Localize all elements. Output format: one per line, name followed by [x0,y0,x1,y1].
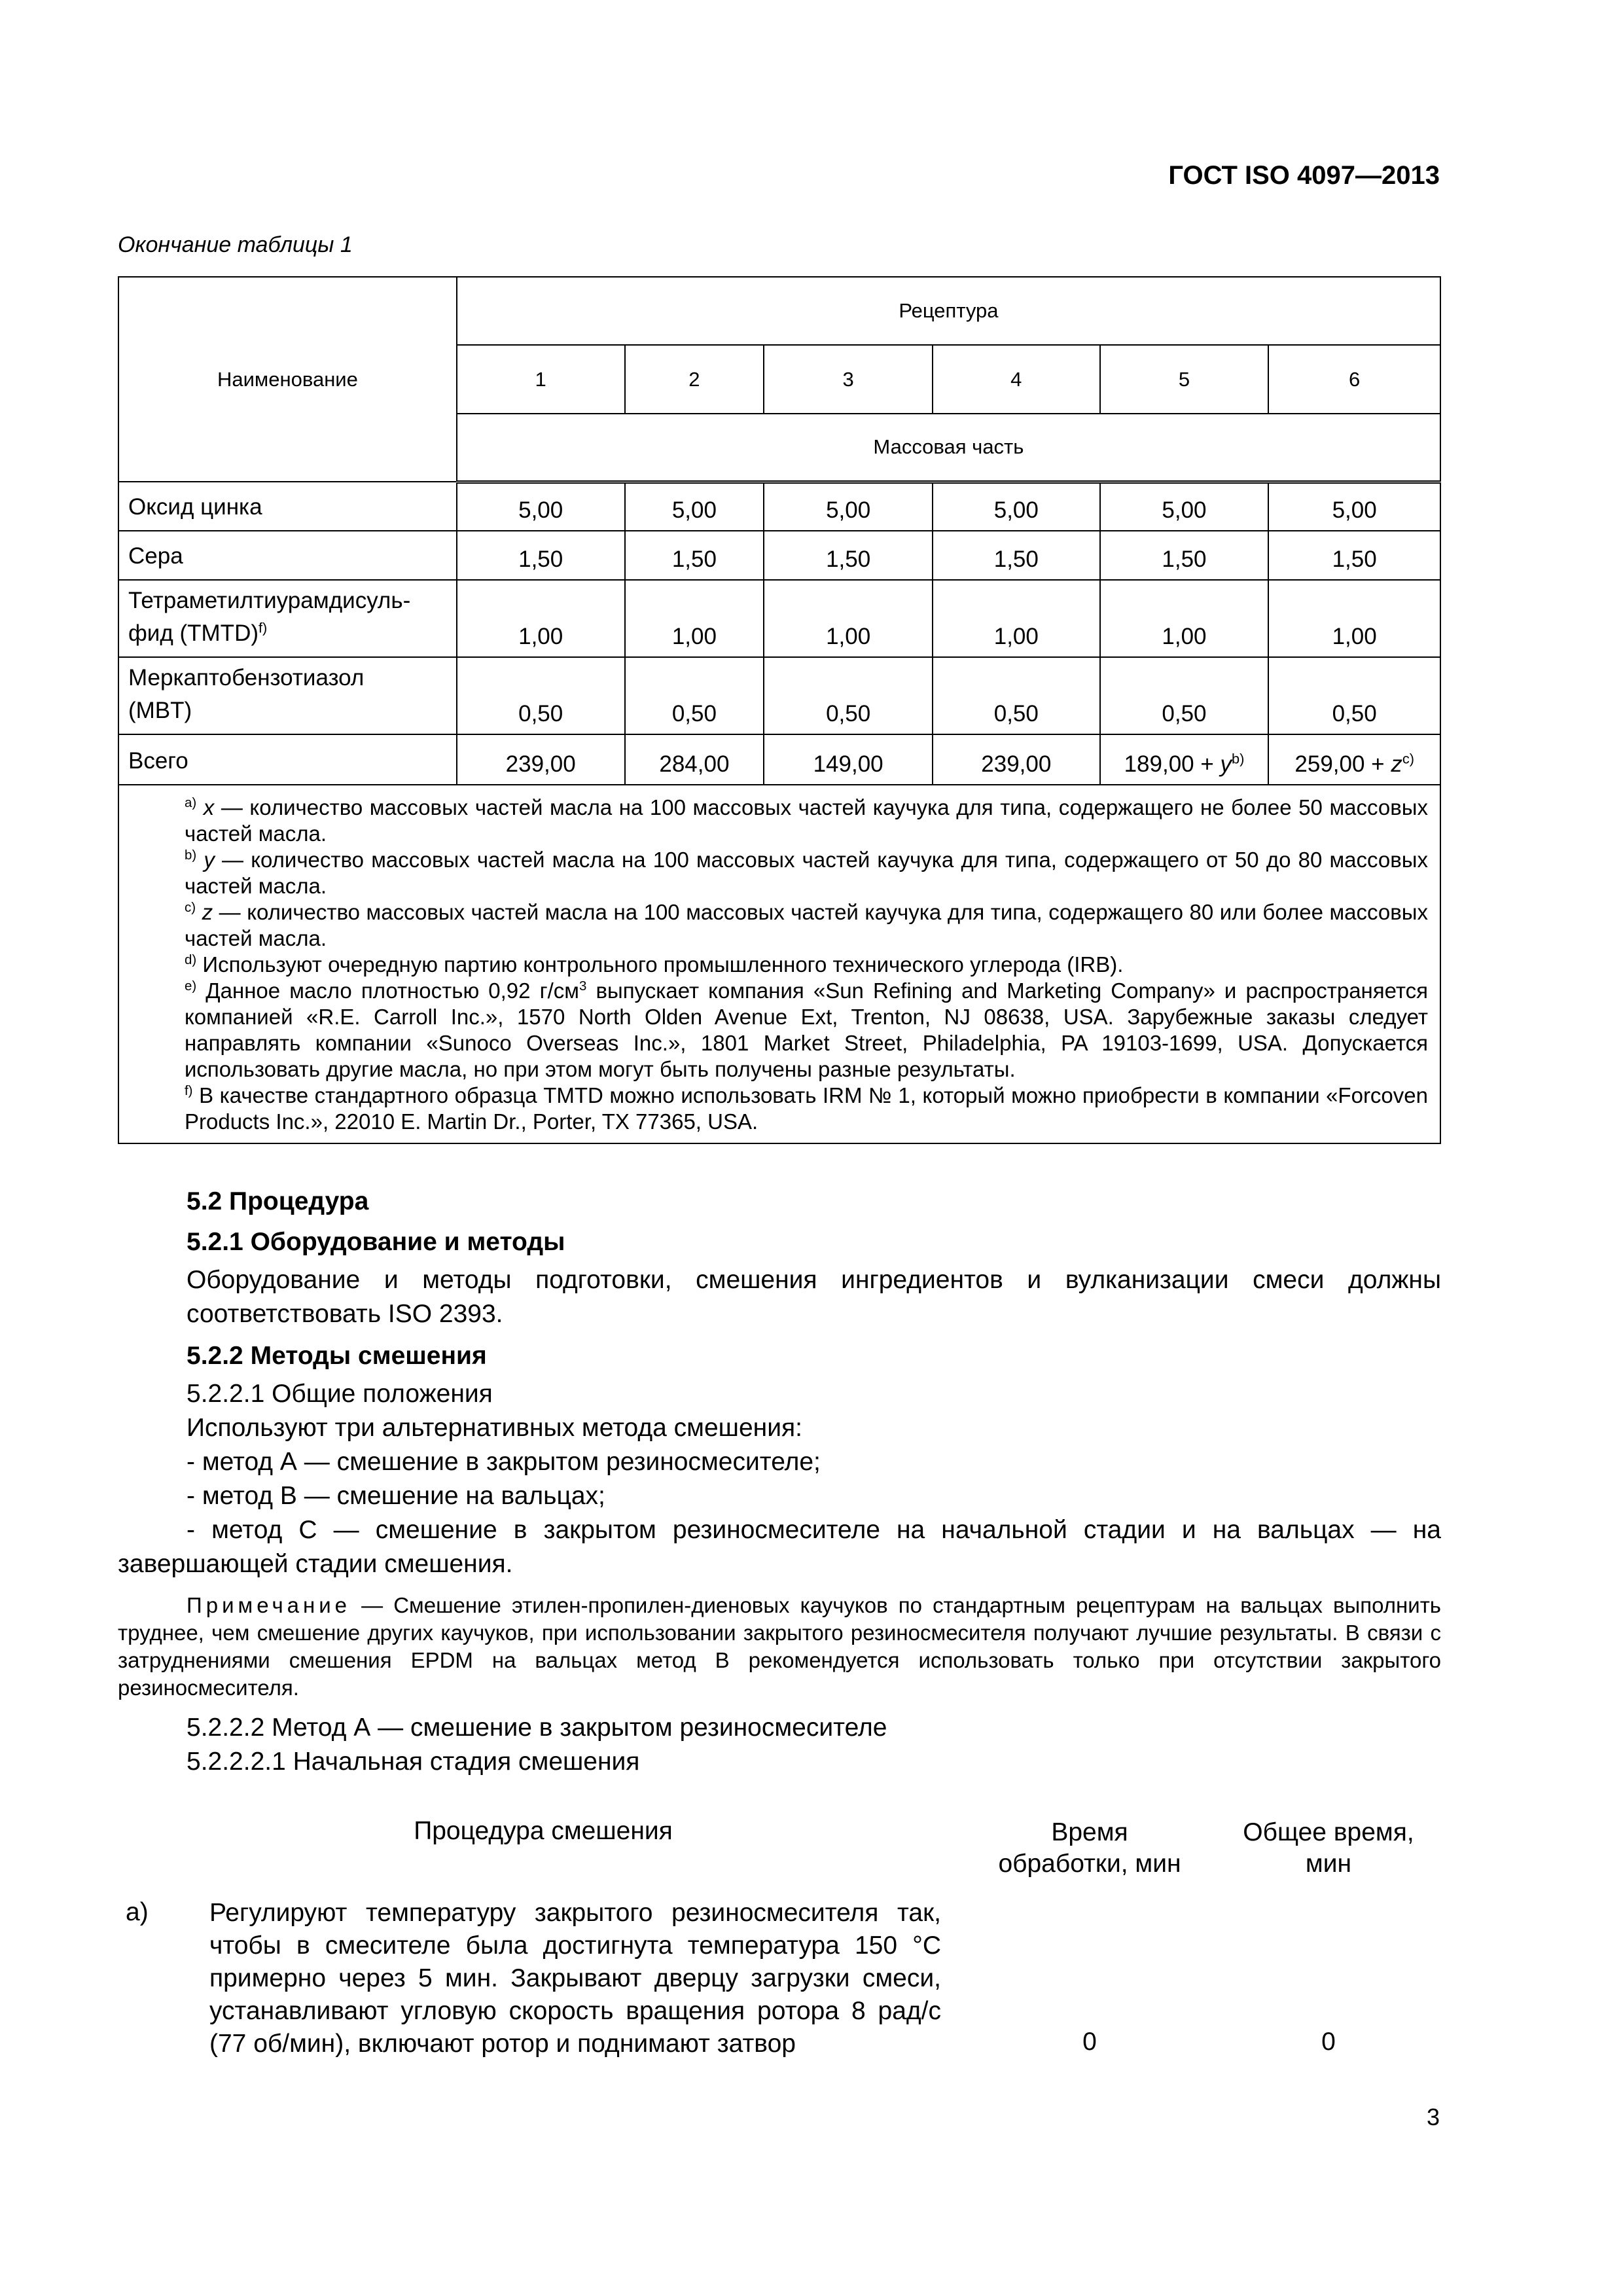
footnote-a [131,795,1428,847]
table-cell: 1,50 [1268,531,1440,580]
footnote-ref: b) [1232,750,1245,767]
table-cell: 0,50 [457,657,625,734]
table-caption: Окончание таблицы 1 [118,232,353,257]
table-row [118,580,1440,657]
total-variable: y [1220,751,1232,777]
footnote-mark: c) [185,900,196,915]
heading-5-2: 5.2 Процедура [187,1187,369,1215]
table-cell [1100,734,1269,785]
recipe-number: 5 [1100,345,1269,414]
footnote-mark: b) [185,848,197,863]
footnote-mark: f) [185,1083,193,1098]
footnote-text: — количество массовых частей масла на 100 массовых частей каучука для типа, содержащего 80 или более массовых частей масла. [185,900,1428,950]
table-cell: 1,00 [457,580,625,657]
table-cell: 5,00 [764,482,933,531]
footnote-e [131,978,1428,1083]
note-label: Примечание [187,1593,351,1617]
table-row [118,657,1440,734]
footnote-ref: c) [1402,750,1414,767]
table-cell: 1,00 [933,580,1100,657]
heading-5-2-2-2-1: 5.2.2.2.1 Начальная стадия смешения [187,1748,640,1776]
footnote-variable: z [202,900,213,924]
heading-5-2-2: 5.2.2 Методы смешения [187,1342,487,1370]
step-time: 0 [1082,2028,1097,2056]
table-row-total [118,734,1440,785]
methods-intro: Используют три альтернативных метода смешения: [187,1414,802,1442]
ingredient-name [118,580,457,657]
name-line: (MBT) [128,698,192,723]
table-cell: 1,50 [457,531,625,580]
table-cell: 1,00 [764,580,933,657]
document-number: ГОСТ ISO 4097—2013 [1168,161,1440,190]
recipe-number: 3 [764,345,933,414]
paragraph-text: Оборудование и методы подготовки, смешения ингредиентов и вулканизации смеси должны соответствовать ISO 2393. [187,1266,1441,1328]
ingredient-name: Всего [118,734,457,785]
ingredient-name [118,657,457,734]
recipe-number: 1 [457,345,625,414]
heading-5-2-1: 5.2.1 Оборудование и методы [187,1228,565,1256]
footnote-d [131,952,1428,978]
page-number: 3 [1426,2104,1440,2130]
composition-table [118,276,1441,1144]
table-cell: 0,50 [933,657,1100,734]
footnote-variable: y [204,848,215,872]
table-cell: 5,00 [933,482,1100,531]
footnote-f [131,1083,1428,1135]
table-cell: 1,00 [1100,580,1269,657]
name-column-header: Наименование [118,277,457,482]
ingredient-name: Сера [118,531,457,580]
table-cell: 1,50 [933,531,1100,580]
step-text: Регулируют температуру закрытого резиносмесителя так, чтобы в смесителе была достигнута температура 150 °С примерно через 5 мин. Закрывают дверцу загрузки смеси, устанавливают угловую скорость вращения ротора 8 рад/с (77 об/мин), включают ротор и поднимают затвор [209,1899,941,2058]
table-cell: 1,50 [764,531,933,580]
ingredient-name: Оксид цинка [118,482,457,531]
recipe-number: 2 [625,345,764,414]
table-cell: 1,50 [625,531,764,580]
recipe-number: 6 [1268,345,1440,414]
table-cell: 5,00 [457,482,625,531]
footnote-text: — количество массовых частей масла на 100 массовых частей каучука для типа, содержащего от 50 до 80 массовых частей масла. [185,848,1429,898]
name-line: Тетраметилтиурамдисуль- [128,588,411,613]
col-time-header [969,1817,1211,1880]
footnote-text: В качестве стандартного образца TMTD можно использовать IRM № 1, который можно приобрести в компании «Forcoven Products Inc.», 22010 E. Martin Dr., Porter, TX 77365, USA. [185,1083,1428,1134]
header-line: мин [1305,1850,1352,1878]
footnote-text: выпускает компания «Sun Refining and Marketing Company» и распространяется компанией «R.E. Carroll Inc.», 1570 North Olden Avenue Ext, Trenton, NJ 08638, USA. Зарубежные заказы следует направлять компании «Sunoco Overseas Inc.», 1801 Market Street, Philadelphia, PA 19103-1699, USA. Допускается использовать другие масла, но при этом могут быть получены разные результаты. [185,978,1429,1081]
table-row [118,531,1440,580]
table-cell: 0,50 [1268,657,1440,734]
section-5-2 [118,1185,1441,1779]
table-cell: 0,50 [625,657,764,734]
table-cell: 1,50 [1100,531,1269,580]
footnote-b [131,847,1428,899]
name-line: Меркаптобензотиазол [128,665,365,691]
table-row [118,482,1440,531]
footnote-text: Используют очередную партию контрольного промышленного технического углерода (IRB). [202,952,1124,977]
table-footnotes [118,785,1440,1143]
table-cell: 5,00 [1268,482,1440,531]
paragraph-5-2-1 [118,1263,1441,1331]
footnote-c [131,899,1428,952]
table-cell: 0,50 [1100,657,1269,734]
footnote-text: — количество массовых частей масла на 100 массовых частей каучука для типа, содержащего не более 50 массовых частей масла. [185,795,1428,846]
note [118,1592,1441,1702]
total-base: 259,00 + [1294,751,1391,777]
header-line: Время [1051,1818,1128,1846]
footnote-text: Данное масло плотностью 0,92 г/см [205,978,579,1003]
footnote-mark: d) [185,952,197,967]
table-cell: 5,00 [625,482,764,531]
col-total-header [1211,1817,1446,1880]
step-total-time: 0 [1321,2028,1336,2056]
header-line: обработки, мин [998,1850,1181,1878]
table-cell: 239,00 [457,734,625,785]
total-variable: z [1391,751,1402,777]
recipe-number: 4 [933,345,1100,414]
heading-5-2-2-1: 5.2.2.1 Общие положения [187,1380,493,1408]
table-cell: 1,00 [1268,580,1440,657]
footnote-ref: f) [259,619,268,636]
table-cell: 284,00 [625,734,764,785]
step-label: а) [126,1898,149,1926]
total-base: 189,00 + [1124,751,1221,777]
method-item: - метод В — смешение на вальцах; [187,1482,605,1510]
footnote-variable: x [203,795,215,819]
table-cell: 5,00 [1100,482,1269,531]
method-item: - метод С — смешение в закрытом резиносмесителе на начальной стадии и на вальцах — на завершающей стадии смешения. [118,1516,1441,1578]
table-cell: 1,00 [625,580,764,657]
name-line: фид (TMTD) [128,620,259,646]
table-cell: 149,00 [764,734,933,785]
heading-5-2-2-2: 5.2.2.2 Метод А — смешение в закрытом резиносмесителе [187,1713,887,1742]
recipe-header: Рецептура [457,277,1440,345]
table-cell [1268,734,1440,785]
footnote-mark: e) [185,978,197,994]
note-text: — Смешение этилен-пропилен-диеновых каучуков по стандартным рецептурам на вальцах выполнить труднее, чем смешение других каучуков, при использовании закрытого резиносмесителя получают лучшие результаты. В связи с затруднениями смешения EPDM на вальцах метод В рекомендуется использовать только при отсутствии закрытого резиносмесителя. [118,1593,1441,1700]
table-cell: 239,00 [933,734,1100,785]
table-cell: 0,50 [764,657,933,734]
method-item: - метод А — смешение в закрытом резиносмесителе; [187,1448,821,1476]
col-procedure-header: Процедура смешения [414,1817,673,1845]
unit-header: Массовая часть [457,414,1440,482]
unit-exponent: 3 [579,978,587,994]
footnote-mark: a) [185,795,197,810]
header-line: Общее время, [1243,1818,1414,1846]
